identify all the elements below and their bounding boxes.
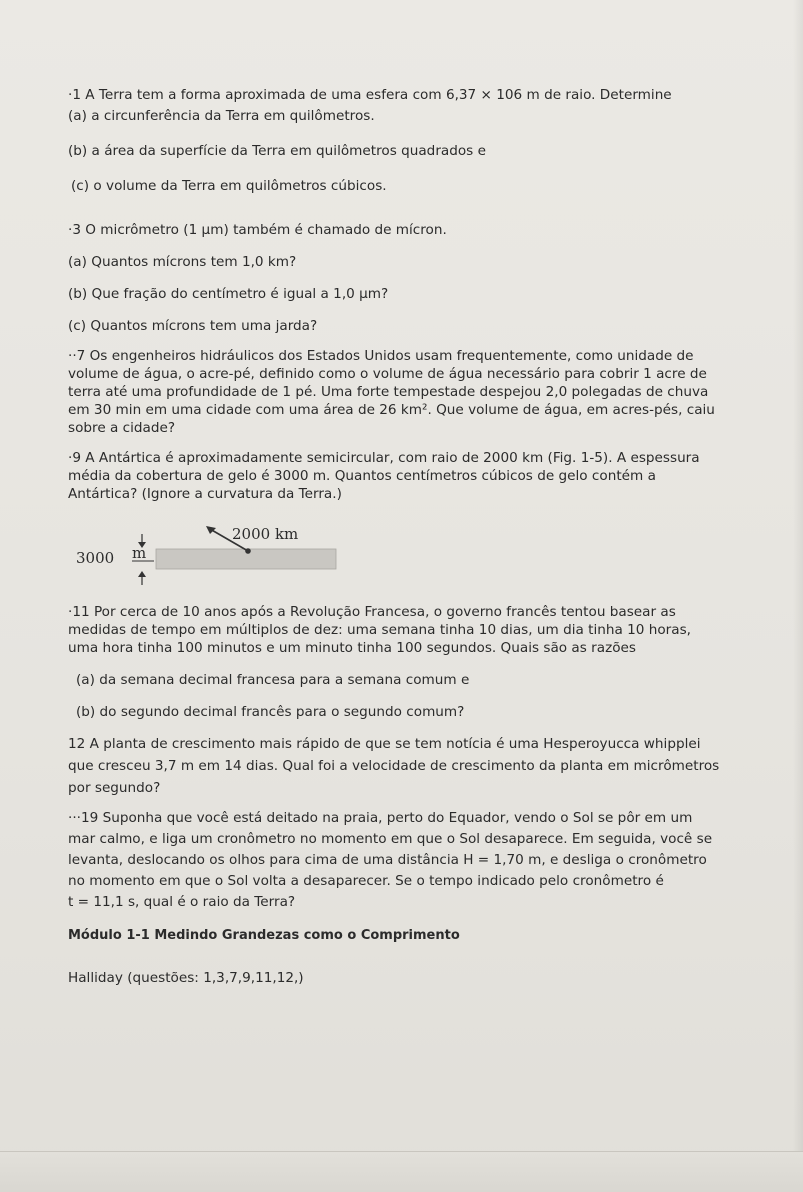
problem-11-part-a: (a) da semana decimal francesa para a semana comum e <box>76 672 470 688</box>
thickness-arrowhead-bottom <box>138 571 146 577</box>
problem-1-statement: ·1 A Terra tem a forma aproximada de uma esfera com 6,37 × 106 m de raio. Determine <box>68 87 672 103</box>
module-title: Módulo 1-1 Medindo Grandezas como o Comprimento <box>68 928 460 943</box>
halliday-questions-note: Halliday (questões: 1,3,7,9,11,12,) <box>68 970 304 986</box>
ice-sheet-diagram <box>72 521 372 591</box>
page-edge-shadow <box>793 0 803 1192</box>
problem-11-line-1: ·11 Por cerca de 10 anos após a Revolução Francesa, o governo francês tentou basear as <box>68 604 676 620</box>
problem-11-part-b: (b) do segundo decimal francês para o segundo comum? <box>76 704 465 720</box>
page-bottom-strip <box>0 1151 803 1192</box>
problem-7-line-2: volume de água, o acre-pé, definido como o volume de água necessário para cobrir 1 acre de <box>68 366 707 382</box>
assignment-note <box>68 969 738 987</box>
problem-1-part-b: (b) a área da superfície da Terra em quilômetros quadrados e <box>68 143 486 159</box>
problem-11-line-3: uma hora tinha 100 minutos e um minuto tinha 100 segundos. Quais são as razões <box>68 640 636 656</box>
problem-3-part-b: (b) Que fração do centímetro é igual a 1,0 μm? <box>68 286 389 302</box>
problem-3-part-c: (c) Quantos mícrons tem uma jarda? <box>68 318 318 334</box>
radius-arrowhead <box>206 526 216 534</box>
module-heading <box>68 927 738 945</box>
problem-9-line-3: Antártica? (Ignore a curvatura da Terra.) <box>68 486 342 502</box>
problem-19-line-1: ···19 Suponha que você está deitado na praia, perto do Equador, vendo o Sol se pôr em um <box>68 810 693 826</box>
problem-19-line-2: mar calmo, e liga um cronômetro no momento em que o Sol desaparece. Em seguida, você se <box>68 831 713 847</box>
problem-12-line-3: por segundo? <box>68 780 161 796</box>
problem-12 <box>68 735 738 797</box>
problem-7-line-5: sobre a cidade? <box>68 420 176 436</box>
problem-7-line-1: ··7 Os engenheiros hidráulicos dos Estados Unidos usam frequentemente, como unidade de <box>68 348 694 364</box>
problem-3-statement: ·3 O micrômetro (1 μm) também é chamado de mícron. <box>68 222 447 238</box>
problem-19-line-3: levanta, deslocando os olhos para cima de uma distância H = 1,70 m, e desliga o cronômetro <box>68 852 707 868</box>
antarctica-figure <box>72 521 372 591</box>
problem-9-line-1: ·9 A Antártica é aproximadamente semicircular, com raio de 2000 km (Fig. 1-5). A espessura <box>68 450 700 466</box>
thickness-label: 3000 <box>76 549 115 567</box>
problem-19-line-4: no momento em que o Sol volta a desaparecer. Se o tempo indicado pelo cronômetro é <box>68 873 664 889</box>
problem-1 <box>68 86 738 195</box>
problem-3-part-a: (a) Quantos mícrons tem 1,0 km? <box>68 254 297 270</box>
problem-11 <box>68 603 738 721</box>
thickness-unit-label: m <box>132 544 147 562</box>
center-dot <box>245 548 251 554</box>
problem-12-line-1: 12 A planta de crescimento mais rápido de que se tem notícia é uma Hesperoyucca whipplei <box>68 736 701 752</box>
problem-19 <box>68 809 738 911</box>
problem-3 <box>68 221 738 335</box>
exercise-list <box>68 86 738 987</box>
problem-19-line-5: t = 11,1 s, qual é o raio da Terra? <box>68 894 296 910</box>
problem-7-line-3: terra até uma profundidade de 1 pé. Uma forte tempestade despejou 2,0 polegadas de chuva <box>68 384 709 400</box>
problem-7 <box>68 347 738 437</box>
problem-9 <box>68 449 738 591</box>
problem-11-line-2: medidas de tempo em múltiplos de dez: uma semana tinha 10 dias, um dia tinha 10 horas, <box>68 622 691 638</box>
problem-1-part-c: (c) o volume da Terra em quilômetros cúbicos. <box>71 178 387 194</box>
radius-label: 2000 km <box>232 525 299 543</box>
problem-9-line-2: média da cobertura de gelo é 3000 m. Quantos centímetros cúbicos de gelo contém a <box>68 468 656 484</box>
problem-12-line-2: que cresceu 3,7 m em 14 dias. Qual foi a velocidade de crescimento da planta em micrômetros <box>68 758 720 774</box>
problem-7-line-4: em 30 min em uma cidade com uma área de 26 km². Que volume de água, em acres-pés, caiu <box>68 402 715 418</box>
problem-1-part-a: (a) a circunferência da Terra em quilômetros. <box>68 108 375 124</box>
